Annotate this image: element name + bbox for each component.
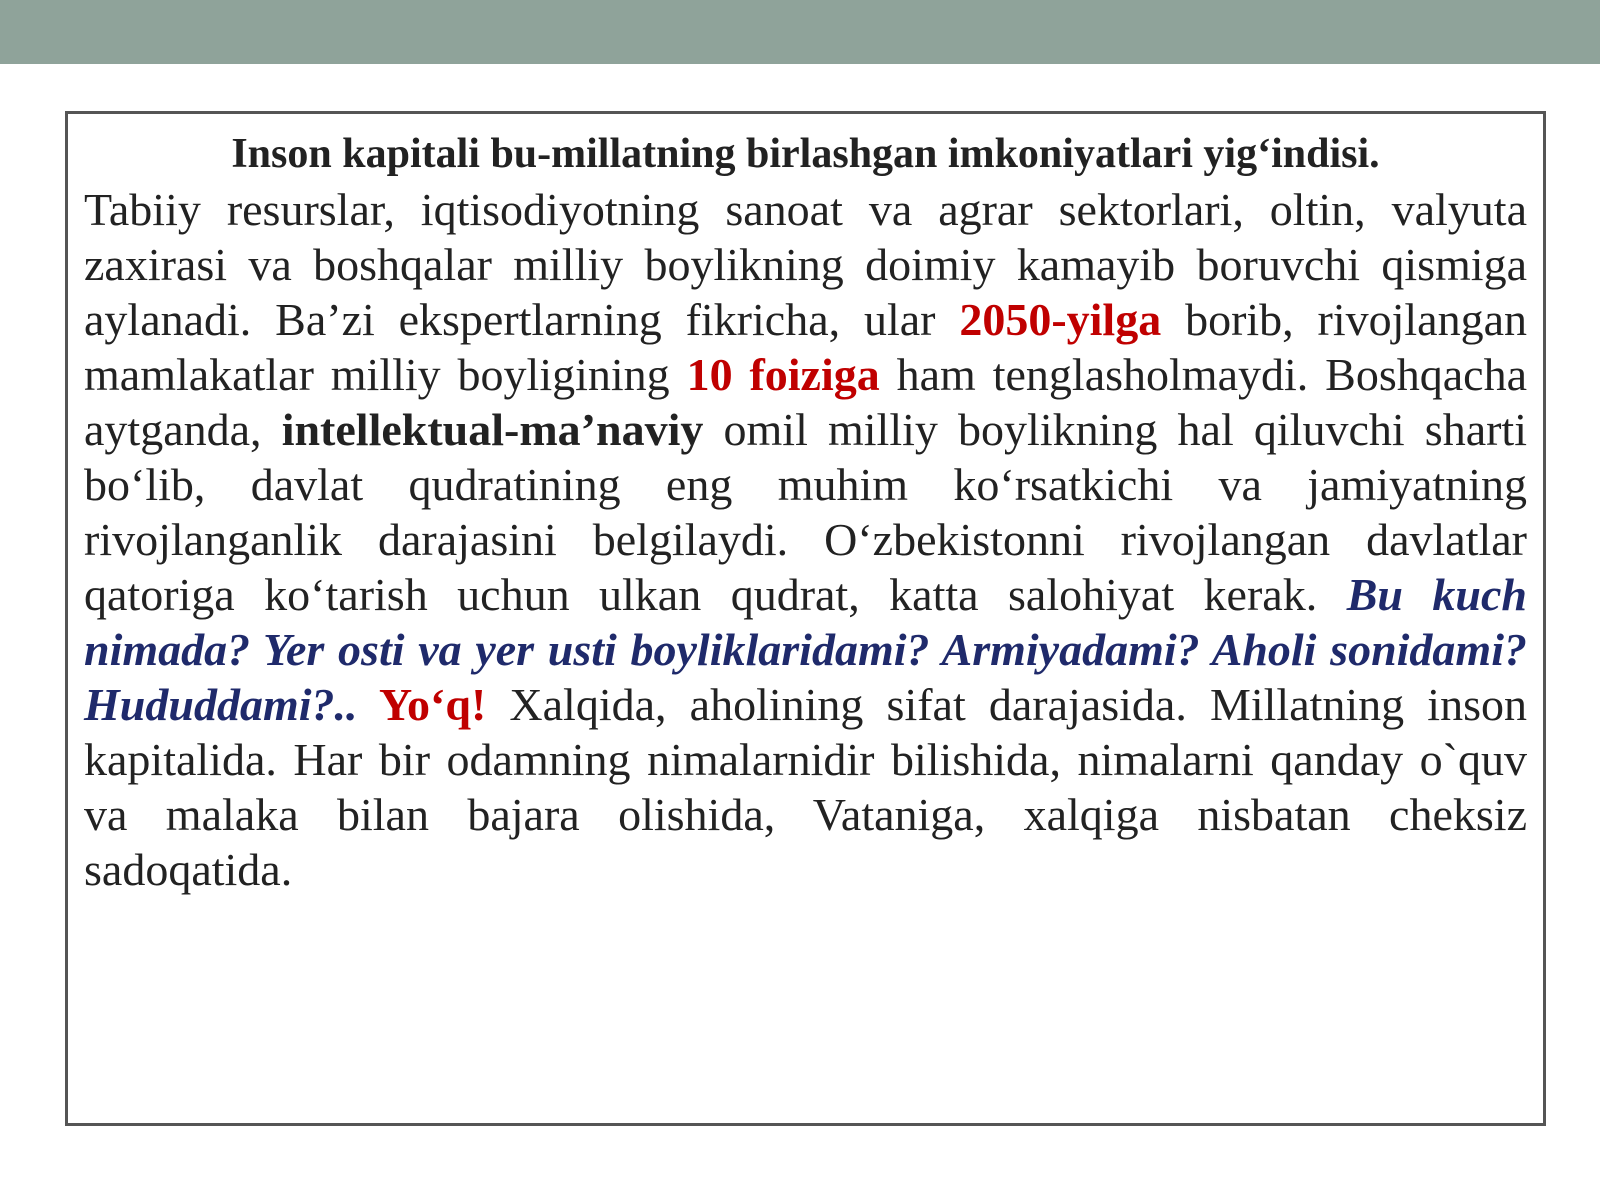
rhetorical-questions: Bu kuch nimada? Yer osti va yer usti boyliklaridami? Armiyadami? Aholi sonidami? Hududdami?.. <box>84 569 1527 730</box>
paragraph-part-2: borib, rivojlangan mamlakatlar milliy boyligining <box>84 294 1527 400</box>
year-highlight: 2050-yilga <box>959 294 1162 345</box>
percent-highlight: 10 foiziga <box>686 349 880 400</box>
paragraph-part-4: omil milliy boylikning hal qiluvchi sharti bo‘lib, davlat qudratining eng muhim ko‘rsatkichi va jamiyatning rivojlanganlik darajasini belgilaydi. O‘zbekistonni rivojlangan davlatlar qatoriga ko‘tarish uchun ulkan qudrat, katta salohiyat kerak. <box>84 404 1527 620</box>
header-bar <box>0 0 1600 64</box>
content-box <box>65 111 1546 1126</box>
paragraph-part-5: Xalqida, aholining sifat darajasida. Millatning inson kapitalida. Har bir odamning nimalarnidir bilishida, nimalarni qanday o`quv va malaka bilan bajara olishida, Vataniga, xalqiga nisbatan cheksiz sadoqatida. <box>84 679 1527 895</box>
emphasis-term: intellektual-ma’naviy <box>281 404 704 455</box>
paragraph-part-1: Tabiiy resurslar, iqtisodiyotning sanoat va agrar sektorlari, oltin, valyuta zaxirasi va boshqalar milliy boylikning doimiy kamayib boruvchi qismiga aylanadi. Ba’zi ekspertlarning fikricha, ular <box>84 184 1527 345</box>
slide-title: Inson kapitali bu-millatning birlashgan imkoniyatlari yig‘indisi. <box>231 131 1380 177</box>
body-paragraph <box>84 182 1527 897</box>
paragraph-part-3: ham tenglasholmaydi. Boshqacha aytganda, <box>84 349 1527 455</box>
answer-highlight: Yo‘q! <box>357 679 487 730</box>
